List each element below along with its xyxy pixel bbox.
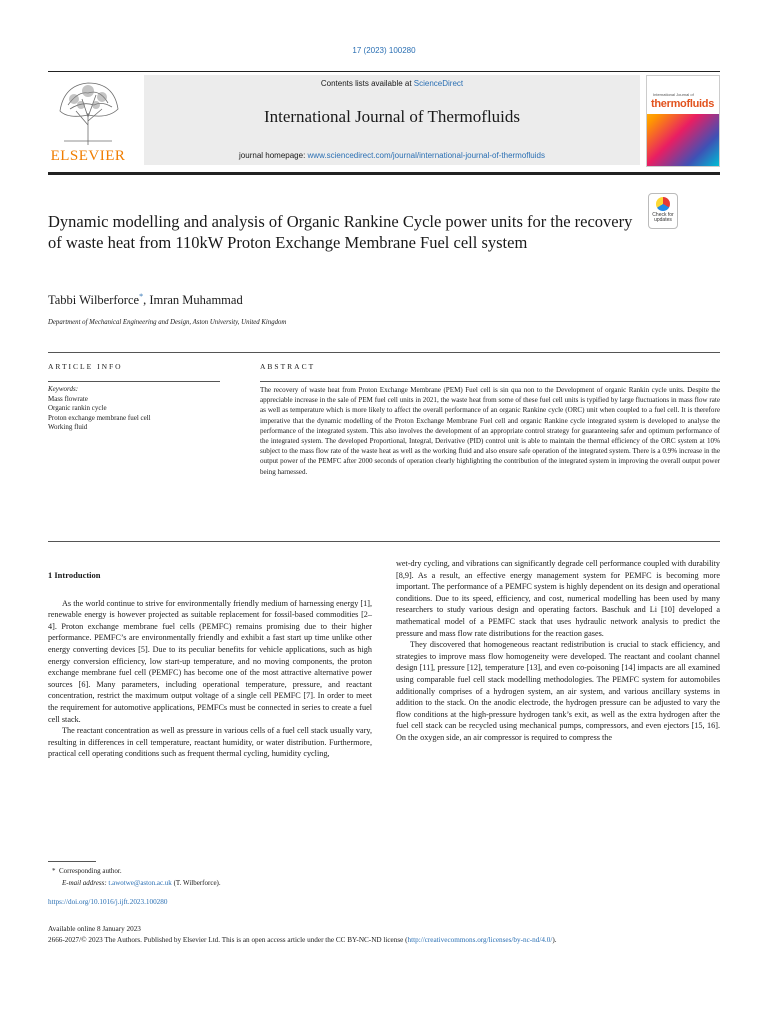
article-info-heading: ARTICLE INFO xyxy=(48,362,123,371)
article-info-rule xyxy=(48,381,220,382)
contents-prefix: Contents lists available at xyxy=(320,79,414,88)
author-list xyxy=(48,292,243,308)
homepage-link[interactable]: www.sciencedirect.com/journal/international-journal-of-thermofluids xyxy=(307,151,545,160)
tree-icon xyxy=(48,75,128,147)
author-name[interactable]: Imran Muhammad xyxy=(149,293,243,308)
cover-title: thermofluids xyxy=(651,98,715,110)
author-separator: , xyxy=(143,293,150,308)
keywords-block xyxy=(48,385,228,433)
keywords-heading: Keywords: xyxy=(48,385,79,393)
abstract-text: The recovery of waste heat from Proton Exchange Membrane (PEM) Fuel cell is sin qua non to the Development of organic Rankin cycle units. Despite the appreciable increase in the sale of PEM fuel cell units in 2021, the waste heat from some of these fuel cell units is typified by large fluctuations in mass flow rate as well as temperature which is more likely to affect the overall performance of an organic Rankine cycle (ORC) unit when coupled to a fuel cell. It is therefore imperative that the dynamic modelling of the Proton Exchange Membrane Fuel cell and organic Rankine cycle integrated system is developed to analyse the performance of the integrated system. This also involves the development of an appropriate control strategy for guaranteeing safer and optimum performance of the integrated system. The developed Proportional, Integral, Derivative (PID) control unit is able to maintain the thermal efficiency of the ORC system at 10% subject to the mass flow rate of the waste heat as well as the working fluid and also ensure safe operation of the integrated system. There is a 0.9% increase in the output power of the PEMFC after 2000 seconds of operation clearly highlighting the contribution of the integrated system in improving the overall output power being harnessed. xyxy=(260,386,720,476)
elsevier-logo xyxy=(48,75,128,165)
footnote-mark: * xyxy=(52,867,56,875)
masthead-bottom-rule xyxy=(48,172,720,175)
section-heading: 1 Introduction xyxy=(48,570,101,580)
journal-info-box xyxy=(144,75,640,165)
corresponding-author-note xyxy=(52,865,221,877)
license-statement xyxy=(48,935,720,946)
author-name[interactable]: Tabbi Wilberforce xyxy=(48,293,140,308)
license-suffix: ). xyxy=(552,936,557,944)
available-online: Available online 8 January 2023 xyxy=(48,925,141,933)
corresponding-author-mark[interactable]: * xyxy=(139,292,144,301)
doi-link[interactable]: https://doi.org/10.1016/j.ijft.2023.100280 xyxy=(48,898,168,906)
keyword[interactable]: Working fluid xyxy=(48,423,88,431)
availability-info xyxy=(48,924,720,946)
abstract-rule xyxy=(260,381,720,382)
body-column-right xyxy=(396,558,720,744)
info-top-rule xyxy=(48,352,720,353)
check-updates-icon xyxy=(656,197,670,211)
journal-cover-image xyxy=(646,75,720,167)
keyword[interactable]: Proton exchange membrane fuel cell xyxy=(48,413,151,422)
body-paragraph: wet-dry cycling, and vibrations can significantly degrade cell performance coupled with durability [8,9]. As a result, an effective energy management system for PEMFC is becoming more important. The performance of a PEMFC system is highly dependent on its design and operational conditions. Due to its speed, efficiency, and cost, numerical modelling has been used by many researchers to study various design and operating factors. Baschuk and Li [10] developed a mathematical model of a PEMFC stack that uses hydraulic network analysis to predict the pressure and mass flow rate distributions for the reaction gases. xyxy=(396,559,720,638)
check-updates-line2: updates xyxy=(654,217,672,223)
journal-title: International Journal of Thermofluids xyxy=(263,107,521,126)
body-paragraph: They discovered that homogeneous reactant redistribution is crucial to stack efficiency, and strategies to improve mass flow homogeneity were developed. The reactant and coolant channel design [11], pressure [12], temperature [13], and even co-poisoning [14] impacts are all examined using comparable fuel cell stack modelling methodologies. The PEMFC system for automobiles additionally comprises of a hydrogen system, an air system, and various ancillary systems in addition to the stack. On the anodic electrode, the hydrogen pressure can be adjusted to vary the flow conditions at the high-pressure hydrogen tank’s exit, as well as the extra hydrogen after the fuel cell stack can be recycled using mechanical pumps, compressors, and even ejectors [15, 16]. On the oxygen side, an air compressor is required to compress the xyxy=(396,640,720,742)
sciencedirect-link[interactable]: ScienceDirect xyxy=(413,79,464,88)
license-link[interactable]: http://creativecommons.org/licenses/by-nc-nd/4.0/ xyxy=(407,936,553,944)
keyword[interactable]: Mass flowrate xyxy=(48,394,88,403)
email-note xyxy=(52,877,221,889)
license-prefix: 2666-2027/© 2023 The Authors. Published by Elsevier Ltd. This is an open access article under the CC BY-NC-ND license ( xyxy=(48,936,408,944)
check-for-updates-button[interactable] xyxy=(648,193,678,229)
article-title: Dynamic modelling and analysis of Organic Rankine Cycle power units for the recovery of waste heat from 110kW Proton Exchange Membrane Fuel cell system xyxy=(48,212,633,252)
email-link[interactable]: t.awotwe@aston.ac.uk xyxy=(108,879,172,887)
elsevier-wordmark: ELSEVIER xyxy=(50,148,126,164)
corresponding-label: Corresponding author. xyxy=(59,867,122,875)
check-updates-label xyxy=(649,213,677,223)
header-rule xyxy=(48,71,720,72)
footnote xyxy=(52,865,221,889)
contents-available xyxy=(144,79,640,88)
abstract-heading: ABSTRACT xyxy=(260,362,316,371)
keyword[interactable]: Organic rankin cycle xyxy=(48,404,107,412)
body-paragraph: As the world continue to strive for environmentally friendly medium of harnessing energy [1], renewable energy is however projected as suitable replacement for fossil-based commodities [2–4]. Proton exchange membrane fuel cells (PEMFC) remains promising due to their higher performance. PEMFC’s are environmentally friendly and exhibit a fast start up time unlike other energy converting devices [5]. Due to its peculiar benefits for vehicle applications, such as high energy conversion efficiency, low start-up temperature, and no moving components, the proton exchange membrane fuel cell (PEMFC) has become one of the most attractive alternative power sources [6]. Many parameters, including operational temperature, pressure, and reactant concentration, restrict the maximum output voltage of a single cell PEMFC [7]. In order to meet the requirement for automotive applications, PEMFCs must be connected in series to create a fuel cell stack. xyxy=(48,598,372,724)
footnote-rule xyxy=(48,861,96,862)
abstract-bottom-rule xyxy=(48,541,720,542)
homepage-prefix: journal homepage: xyxy=(239,151,308,160)
journal-citation[interactable]: 17 (2023) 100280 xyxy=(352,46,416,55)
journal-homepage xyxy=(144,151,640,160)
cover-subtitle: International Journal of xyxy=(653,92,694,97)
email-suffix: (T. Wilberforce). xyxy=(171,879,221,887)
check-updates-line1: Check for xyxy=(652,212,674,218)
email-label: E-mail address: xyxy=(62,879,107,887)
journal-masthead xyxy=(48,75,720,165)
author-affiliation: Department of Mechanical Engineering and Design, Aston University, United Kingdom xyxy=(48,319,287,326)
body-paragraph: The reactant concentration as well as pressure in various cells of a fuel cell stack usually vary, resulting in differences in cell temperature, reactant humidity, or water distribution. Furthermore, practical cell operating conditions such as frequent thermal cycling, humidity cycling, xyxy=(48,726,372,759)
body-column-left xyxy=(48,558,372,760)
